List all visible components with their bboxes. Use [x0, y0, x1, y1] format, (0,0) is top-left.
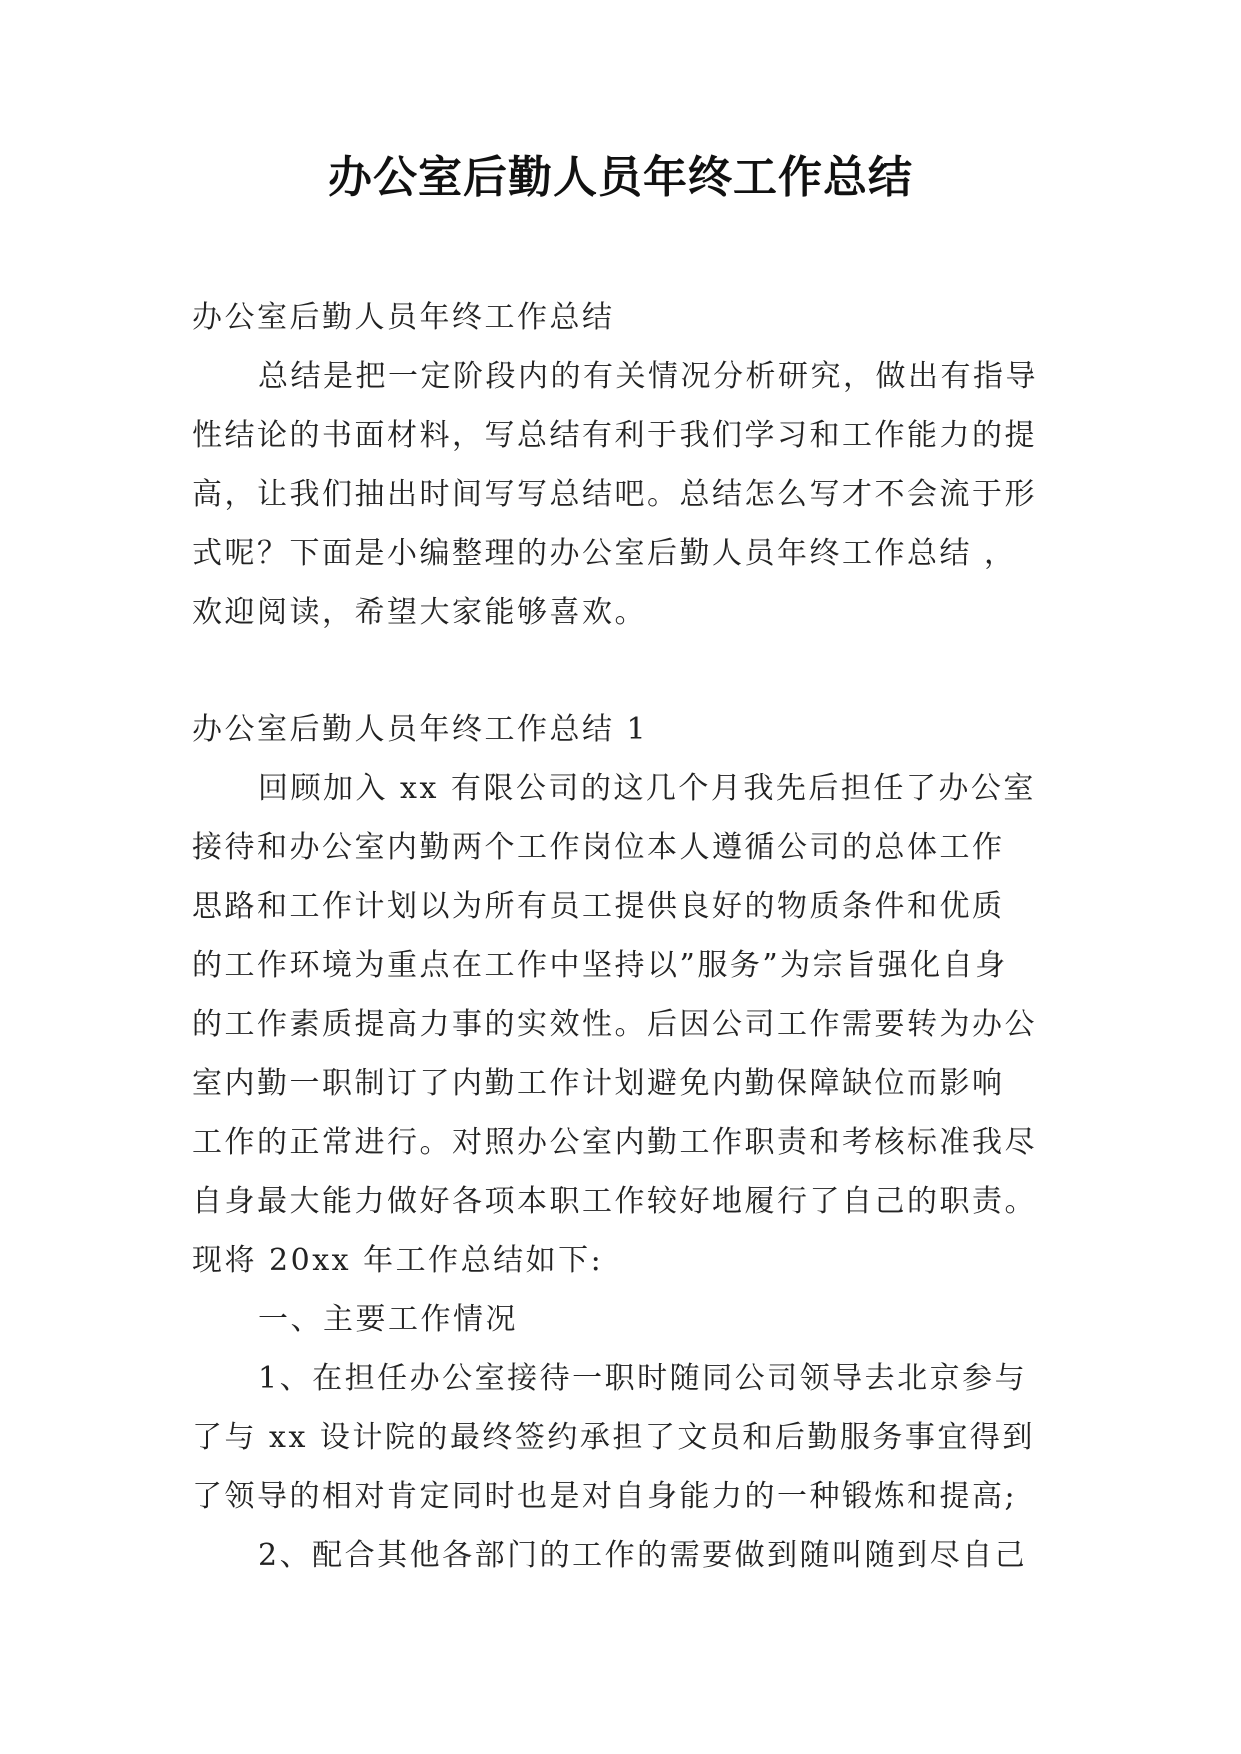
paragraph-line: 自身最大能力做好各项本职工作较好地履行了自己的职责。	[192, 1184, 1037, 1219]
paragraph-line: 接待和办公室内勤两个工作岗位本人遵循公司的总体工作	[192, 830, 1005, 865]
paragraph-line: 高，让我们抽出时间写写总结吧。总结怎么写才不会流于形	[192, 477, 1037, 512]
paragraph-line: 欢迎阅读，希望大家能够喜欢。	[192, 595, 647, 630]
paragraph-line: 的工作素质提高力事的实效性。后因公司工作需要转为办公	[192, 1007, 1037, 1042]
paragraph-line: 式呢？下面是小编整理的办公室后勤人员年终工作总结 ，	[192, 536, 1017, 571]
intro-block	[192, 288, 1052, 642]
paragraph-line: 1、在担任办公室接待一职时随同公司领导去北京参与	[258, 1361, 1028, 1396]
paragraph-line: 2、配合其他各部门的工作的需要做到随叫随到尽自己	[258, 1538, 1028, 1573]
paragraph-line: 思路和工作计划以为所有员工提供良好的物质条件和优质	[192, 889, 1005, 924]
paragraph-line: 的工作环境为重点在工作中坚持以”服务”为宗旨强化自身	[192, 948, 1008, 983]
subsection-heading: 一、主要工作情况	[258, 1302, 518, 1337]
paragraph-line: 性结论的书面材料，写总结有利于我们学习和工作能力的提	[192, 418, 1037, 453]
paragraph-line: 了领导的相对肯定同时也是对自身能力的一种锻炼和提高;	[192, 1479, 1018, 1514]
paragraph-line: 现将 20xx 年工作总结如下:	[192, 1243, 604, 1278]
section-1-block	[192, 700, 1052, 1585]
paragraph-line: 总结是把一定阶段内的有关情况分析研究，做出有指导	[258, 359, 1038, 394]
paragraph-line: 回顾加入 xx 有限公司的这几个月我先后担任了办公室	[258, 771, 1036, 806]
paragraph-line: 室内勤一职制订了内勤工作计划避免内勤保障缺位而影响	[192, 1066, 1005, 1101]
document-title: 办公室后勤人员年终工作总结	[328, 152, 913, 203]
paragraph-line: 工作的正常进行。对照办公室内勤工作职责和考核标准我尽	[192, 1125, 1037, 1160]
section-heading: 办公室后勤人员年终工作总结 1	[192, 712, 649, 747]
paragraph-line: 了与 xx 设计院的最终签约承担了文员和后勤服务事宜得到	[192, 1420, 1035, 1455]
intro-subtitle: 办公室后勤人员年终工作总结	[192, 300, 615, 335]
